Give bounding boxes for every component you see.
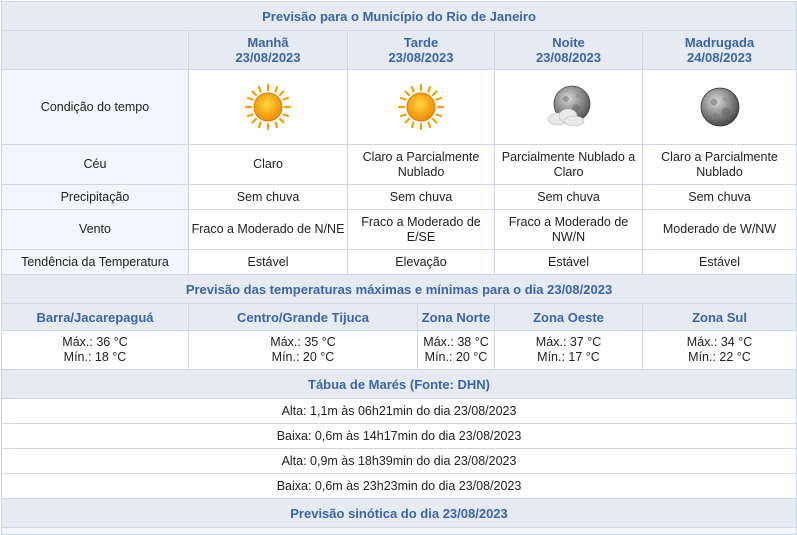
tendencia-value: Estável — [495, 250, 643, 275]
zone-temp-cell — [495, 331, 643, 370]
tide-row: Alta: 1,1m às 06h21min do dia 23/08/2023 — [2, 399, 797, 424]
period-name: Tarde — [403, 35, 439, 50]
header-blank-cell — [2, 31, 189, 70]
temp-min: Mín.: 17 °C — [537, 350, 600, 364]
moon-icon — [695, 82, 745, 132]
temperaturas-title: Previsão das temperaturas máximas e mínimas para o dia 23/08/2023 — [2, 275, 797, 304]
ceu-value: Claro — [189, 145, 348, 185]
period-date: 23/08/2023 — [388, 50, 454, 65]
tide-row: Baixa: 0,6m às 23h23min do dia 23/08/2023 — [2, 474, 797, 499]
row-label-ceu: Céu — [2, 145, 189, 185]
ceu-value: Claro a Parcialmente Nublado — [643, 145, 797, 185]
vento-value: Fraco a Moderado de N/NE — [189, 210, 348, 250]
period-header-noite — [495, 31, 643, 70]
temp-max: Máx.: 38 °C — [423, 335, 489, 349]
zone-header: Barra/Jacarepaguá — [2, 304, 189, 331]
sun-icon — [244, 83, 292, 131]
vento-value: Moderado de W/NW — [643, 210, 797, 250]
row-label-vento: Vento — [2, 210, 189, 250]
sinotica-content — [2, 528, 797, 535]
temp-max: Máx.: 34 °C — [686, 335, 753, 349]
tendencia-value: Estável — [189, 250, 348, 275]
tendencia-value: Elevação — [348, 250, 495, 275]
tendencia-value: Estável — [643, 250, 797, 275]
period-date: 23/08/2023 — [535, 50, 602, 65]
period-header-madrugada — [643, 31, 797, 70]
row-label-precipitacao: Precipitação — [2, 185, 189, 210]
zone-header: Centro/Grande Tijuca — [189, 304, 418, 331]
page-title: Previsão para o Município do Rio de Janeiro — [2, 2, 797, 31]
period-name: Noite — [552, 35, 585, 50]
row-label-tendencia: Tendência da Temperatura — [2, 250, 189, 275]
sinotica-title: Previsão sinótica do dia 23/08/2023 — [2, 499, 797, 528]
zone-header: Zona Norte — [418, 304, 495, 331]
sun-icon — [397, 83, 445, 131]
row-label-condicao: Condição do tempo — [2, 70, 189, 145]
vento-value: Fraco a Moderado de NW/N — [495, 210, 643, 250]
ceu-value: Parcialmente Nublado a Claro — [495, 145, 643, 185]
temp-min: Mín.: 18 °C — [63, 350, 127, 364]
period-name: Manhã — [247, 35, 289, 50]
moon-cloud-icon — [542, 82, 596, 132]
zone-temp-cell — [2, 331, 189, 370]
mares-title: Tábua de Marés (Fonte: DHN) — [2, 370, 797, 399]
period-header-manha — [189, 31, 348, 70]
temp-min: Mín.: 20 °C — [424, 350, 488, 364]
condition-cell — [643, 70, 797, 145]
condition-cell — [495, 70, 643, 145]
zone-temp-cell — [189, 331, 418, 370]
vento-value: Fraco a Moderado de E/SE — [348, 210, 495, 250]
period-date: 24/08/2023 — [686, 50, 753, 65]
tide-row: Alta: 0,9m às 18h39min do dia 23/08/2023 — [2, 449, 797, 474]
temp-max: Máx.: 35 °C — [270, 335, 336, 349]
condition-cell — [348, 70, 495, 145]
period-date: 23/08/2023 — [235, 50, 301, 65]
zone-temp-cell — [418, 331, 495, 370]
zone-header: Zona Oeste — [495, 304, 643, 331]
condition-cell — [189, 70, 348, 145]
period-header-tarde — [348, 31, 495, 70]
precipitacao-value: Sem chuva — [348, 185, 495, 210]
temp-max: Máx.: 37 °C — [535, 335, 602, 349]
temp-min: Mín.: 20 °C — [271, 350, 335, 364]
zone-temp-cell — [643, 331, 797, 370]
period-name: Madrugada — [684, 35, 755, 50]
precipitacao-value: Sem chuva — [189, 185, 348, 210]
temp-max: Máx.: 36 °C — [62, 335, 128, 349]
precipitacao-value: Sem chuva — [643, 185, 797, 210]
forecast-table — [1, 1, 797, 535]
tide-row: Baixa: 0,6m às 14h17min do dia 23/08/2023 — [2, 424, 797, 449]
precipitacao-value: Sem chuva — [495, 185, 643, 210]
ceu-value: Claro a Parcialmente Nublado — [348, 145, 495, 185]
zone-header: Zona Sul — [643, 304, 797, 331]
temp-min: Mín.: 22 °C — [688, 350, 751, 364]
